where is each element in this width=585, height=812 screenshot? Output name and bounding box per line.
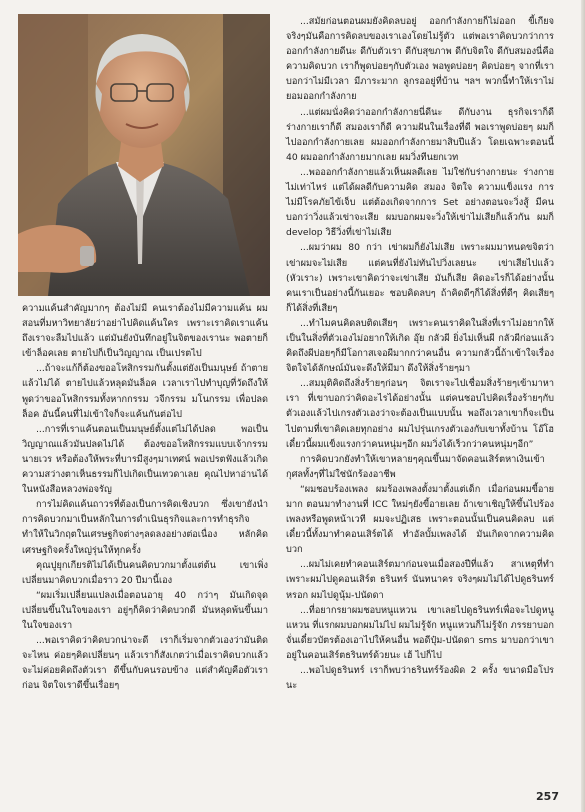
paragraph: “ผมเริ่มเปลี่ยนแปลงเมื่อตอนอายุ 40 กว่าๆ มันเกิดจุดเปลี่ยนขึ้นในใจของเรา อยู่ๆก็คิดว่าคิดบวกดี มันหลุดพ้นขึ้นมาในใจของเรา xyxy=(22,589,268,631)
portrait-photo xyxy=(18,14,270,296)
paragraph: ...ถ้าจะแก้ก็ต้องขออโหสิกรรมกันตั้งแต่ยังเป็นมนุษย์ ถ้าตายแล้วไม่ได้ ตายไปแล้วหลุดมันล็อค เวลาเราไปทำบุญที่วัดถึงให้พูดว่าขออโหสิกรรมทั้งหากกรรม วจีกรรม มโนกรรม เพื่อปลดล็อค อันนี้คนที่ไม่เข้าใจก็จะแค้นกันต่อไป xyxy=(22,363,268,420)
paragraph: ความแค้นสำคัญมากๆ ต้องไม่มี คนเราต้องไม่มีความแค้น ผมสอนที่มหาวิทยาลัยว่าอย่าไปคิดแค้นใคร เพราะเราคิดเราแค้น ถึงเราจะลืมไปแล้ว แต่มันยังบันทึกอยู่ในจิตของเรานะ พอตายก็เข้าล็อคเลย ตายไปก็เป็นวิญญาณ เป็นเปรตไป xyxy=(22,303,268,360)
paragraph: ...พอออกกำลังกายแล้วเห็นผลดีเลย ไม่ใช่กับร่างกายนะ ร่างกายไม่เท่าไหร่ แต่ได้ผลดีกับความคิด สมอง จิตใจ ความแข็งแรง การไม่มีโรคภัยไข้เจ็บ แต่ต้องเกิดจากการ Set อย่างตอนจะวิ่งสู้ มีคนบอกว่าวิ่งแล้วเข่าจะเสีย ผมบอกผมจะวิ่งให้เข่าไม่เสียก็แล้วกัน ผมก็ develop วิธีวิ่งที่เข่าไม่เสีย xyxy=(286,166,554,239)
portrait-illustration xyxy=(18,14,270,296)
paragraph: คุณปูยุกเกียรติไม่ได้เป็นคนคิดบวกมาตั้งแต่ต้น เขาเพิ่งเปลี่ยนมาคิดบวกเมื่อราว 20 ปีมานี้เอง xyxy=(22,559,268,586)
paragraph: ...สมมุติคิดถึงสิ่งร้ายๆก่อนๆ จิตเราจะไปเชื่อมสิ่งร้ายๆเข้ามาหาเรา ที่เขาบอกว่าคิดอะไรได้อย่างนั้น แต่คนชอบไปคิดเรื่องร้ายๆกับตัวเองแล้วไปเกรงตัวเองว่าจะต้องเป็นแบบนั้น พอถึงเวลาเขาก็จะเป็นไปตามที่เขาคิดเลยทุกอย่าง ผมไปรุ่นเกรงตัวเองกับเขาทั้งบ้าน โอ๊โฮ เดี๋ยวนี้ผมแข็งแรงกว่าคนหนุ่มๆอีก ผมวิ่งได้เร็วกว่าคนหนุ่มๆอีก” xyxy=(286,378,554,450)
article-left-column xyxy=(22,301,268,693)
article-right-column xyxy=(286,14,554,693)
paragraph: “ผมชอบร้องเพลง ผมร้องเพลงตั้งมาตั้งแต่เด็ก เมื่อก่อนผมขี้อายมาก ตอนมาทำงานที่ ICC ใหม่ๆยังขี้อายเลย ถ้าเขาเชิญให้ขึ้นไปร้องเพลงหรือพูดหน้าเวที ผมจะปฏิเสธ เพราะตอนนั้นเป็นคนคิดลบ แต่เดี๋ยวนี้ทั้งมาทำคอนเสิร์ตได้ ทำอัลบั้มเพลงได้ มันเกิดจากความคิดบวก xyxy=(286,483,554,556)
paragraph: ...ผมว่าผม 80 กว่า เข่าผมก็ยังไม่เสีย เพราะผมมาทนดขจิตว่าเข่าผมจะไม่เสีย แต่คนที่ยังไม่ทันไปวิ่งเลยนะ เข่าเสียไปแล้ว (หัวเราะ) เพราะเขาคิดว่าจะเข่าเสีย มันก็เสีย คิดอะไรก็ได้อย่างนั้น คนเราเป็นอย่างนี้กันเยอะ ชอบคิดลบๆ ถ้าคิดดีๆก็ได้สิ่งที่ดีๆ คิดเสียๆก็ได้สิ่งที่เสียๆ xyxy=(286,242,554,314)
paragraph: ...ผมไม่เคยทำคอนเสิร์ตมาก่อนจนเมื่อสองปีที่แล้ว สาเหตุที่ทำเพราะผมไปดูคอนเสิร์ต ธรินทร์ นันทนาคร จริงๆผมไม่ได้ไปดูธรินทร์หรอก ผมไปดูนุ้ม-ปนัดดา xyxy=(286,559,554,601)
paragraph: การไม่คิดแค้นถาวรที่ต้องเป็นการคิดเชิงบวก ซึ่งเขายังนำการคิดบวกมาเป็นหลักในการดำเนินธุรกิจและการทำธุรกิจ ทำให้ในวิกฤตในเศรษฐกิจต่างๆลดลงอย่างต่อเนื่อง หลักคิดเศรษฐกิจครั้งใหญ่รุ่นให้ทุกครั้ง xyxy=(22,499,268,556)
paragraph: ...พอไปดูธรินทร์ เราก็พบว่าธรินทร์ร้องผิด 2 ครั้ง ขนาดมือโปรนะ xyxy=(286,665,554,692)
paragraph: ...การที่เราแค้นตอนเป็นมนุษย์ตั้งแต่ไม่ได้ปลด พอเป็นวิญญาณแล้วมันปลดไม่ได้ ต้องขออโหสิกรรมแบบเจ้ากรรมนายเวร หรือต้องให้พระที่บารมีสูงๆมาเทศน์ พอเปรตฟังแล้วเกิดความสว่างตาเห็นธรรมก็ไปเกิดเป็นเทวดาเลย คุณไปหาอ่านได้ในหนังสือหลวงพ่อจรัญ xyxy=(22,423,268,496)
paragraph: ...ทำไมคนคิดลบติดเสียๆ เพราะคนเราคิดในสิ่งที่เราไม่อยากให้เป็นในสิ่งที่ตัวเองไม่อยากให้เกิด อุ๊ย กลัวผี ยิ่งไม่เห็นผี กลัวผีก่อนแล้วคิดถึงผีบ่อยๆก็มีโอกาสเจอผีมากกว่าคนอื่น ความกลัวนี้ถ้าเข้าใจเรื่องจิตใจได้ลักษณ์มันจะดึงให้มีมา ดึงให้สิ่งร้ายๆมา xyxy=(286,317,554,375)
paragraph: การคิดบวกยังทำให้เขาหลายๆคุณขึ้นมาจัดคอนเสิร์ตหาเงินเข้ากุศลทั้งๆที่ไม่ใช่นักร้องอาชีพ xyxy=(286,453,545,480)
paragraph: ...พอเราคิดว่าคิดบวกน่าจะดี เราก็เริ่มจากตัวเองว่ามันติดจะไหน ค่อยๆคิดเปลี่ยนๆ แล้วเราก็สังเกตว่าเมื่อเราคิดบวกแล้วจะไม่ค่อยคิดถึงตัวเรา ดีขึ้นกับคนรอบข้าง แต่สำคัญคือตัวเราก่อน จิตใจเราดีขึ้นเรื่อยๆ xyxy=(22,635,268,692)
paragraph: ...แต่ผมนั่งคิดว่าออกกำลังกายนี่ดีนะ ดีกับงาน ธุรกิจเราก็ดี ร่างกายเราก็ดี สมองเราก็ดี ความฝันในเรื่องที่ดี พอเราพูดบ่อยๆ ผมก็ไปออกกำลังกายเลย ผมออกกำลังกายมาสิบปีแล้ว โดยเฉพาะตอนนี้ 40 ผมออกกำลังกายมากเลย ผมวิ่งทีนยกเวท xyxy=(286,106,554,163)
page-number: 257 xyxy=(536,790,559,803)
page-edge xyxy=(581,0,585,812)
paragraph: ...สมัยก่อนตอนผมยังคิดลบอยู่ ออกกำลังกายก็ไม่ออก ขี้เกียจ จริงๆมันคือการคิดลบของเราเองโดยไม่รู้ตัว แต่พอเราคิดบวกว่าการออกกำลังกายดีนะ ดีกับตัวเรา ดีกับสุขภาพ ดีกับจิตใจ ดีกับสมองนี่คือความคิดบวก เราก็พูดบ่อยๆกับตัวเอง พอพูดบ่อยๆ คิดบ่อยๆ จากที่เราบอกว่าไม่มีเวลา มีภาระมาก ลูกรออยู่ที่บ้าน ฯลฯ พวกนี้ทำให้เราไม่ยอมออกกำลังกาย xyxy=(286,16,554,103)
paragraph: ...ที่อยากรยาผมชอบหนูแหวน เขาเลยไปดูธรินทร์เพื่อจะไปดูหนูแหวน ที่แรกผมบอกผมไม่ไป ผมไม่รู้จัก หนูแหวนก็ไม่รู้จัก ภรรยาบอกจั่นเดี๋ยวบัตรต้องเอาไปให้คนอื่น พอดีปุ๋ม-ปนัดดา sms มาบอกว่าเขาอยู่ในคอนเสิร์ตธรินทร์ด้วยนะ เฮ้ ไปก็ไป xyxy=(286,604,554,661)
